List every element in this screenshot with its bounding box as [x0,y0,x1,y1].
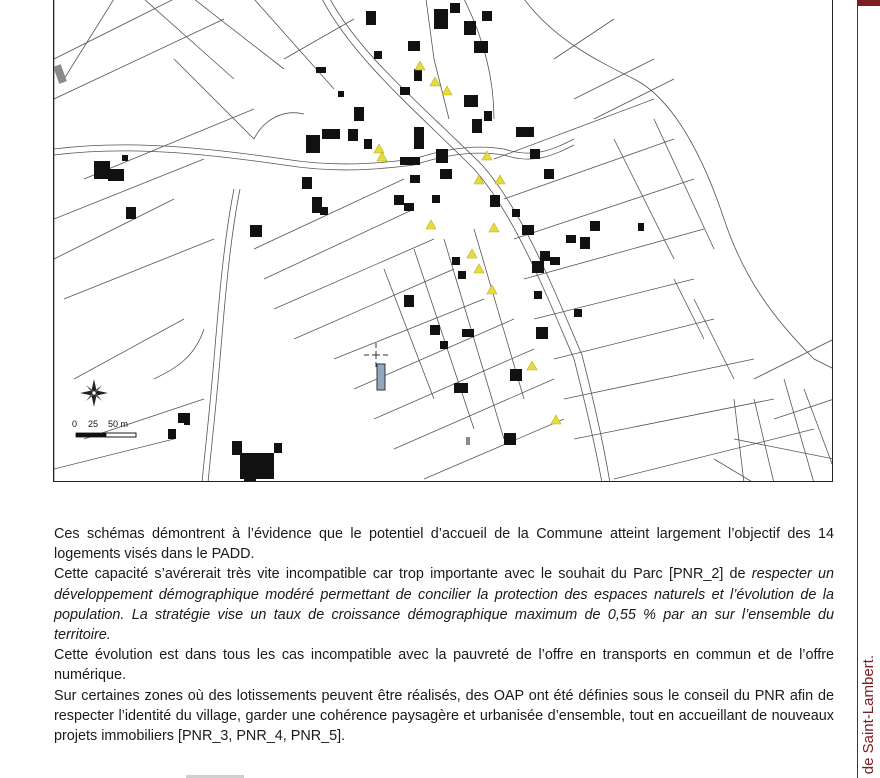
compass-rose-icon [80,379,108,407]
cadastral-map [53,0,833,482]
scale-label-50: 50 m [108,419,129,429]
triangle-marker-icon [551,415,561,424]
grey-marks [54,64,470,445]
side-label: de Saint-Lambert. [860,654,877,774]
triangle-marker-icon [527,361,537,370]
triangle-marker-icon [495,175,505,184]
development-markers [374,61,561,424]
paragraph-2 [54,564,834,645]
scale-label-0: 0 [72,419,78,429]
side-accent [858,0,880,6]
triangle-marker-icon [426,220,436,229]
triangle-marker-icon [482,151,492,160]
selected-parcel-marker[interactable] [377,364,385,390]
parcel-lines [54,0,833,482]
paragraph-2-text: Cette capacité s’avérerait très vite incompatible car trop importante avec le souhait du Parc [PNR_2] de [54,566,752,583]
paragraph-4: Sur certaines zones où des lotissements peuvent être réalisés, des OAP ont été définies sous le conseil du PNR afin de respecter l’identité du village, garder une cohérence paysagère et urbanisée d’ensemble, tout en accueillant de nouveaux projets immobiliers [PNR_3, PNR_4, PNR_5]. [54,687,834,745]
paragraph-3: Cette évolution est dans tous les cas incompatible avec la pauvreté de l’offre en transports en commun et de l’offre numérique. [54,647,834,684]
paragraph-1: Ces schémas démontrent à l’évidence que le potentiel d’accueil de la Commune atteint largement l’objectif des 14 logements visés dans le PADD. [54,526,834,563]
scale-label-25: 25 [88,419,99,429]
body-text [54,524,834,746]
triangle-marker-icon [442,86,452,95]
triangle-marker-icon [467,249,477,258]
triangle-marker-icon [487,285,497,294]
paragraph-2-quote: respecter un développement démographique modéré permettant de concilier la protection des espaces naturels et l’évolution de la population. La stratégie vise un taux de croissance démographique maximum de 0,55 % par an sur l’ensemble du territoire. [54,566,834,644]
triangle-marker-icon [489,223,499,232]
scale-bar [72,419,136,437]
triangle-marker-icon [474,264,484,273]
triangle-marker-icon [374,144,384,153]
buildings [94,3,644,481]
triangle-marker-icon [377,152,387,161]
triangle-marker-icon [415,61,425,70]
side-strip [857,0,880,778]
crosshair-cursor-icon [364,343,388,367]
